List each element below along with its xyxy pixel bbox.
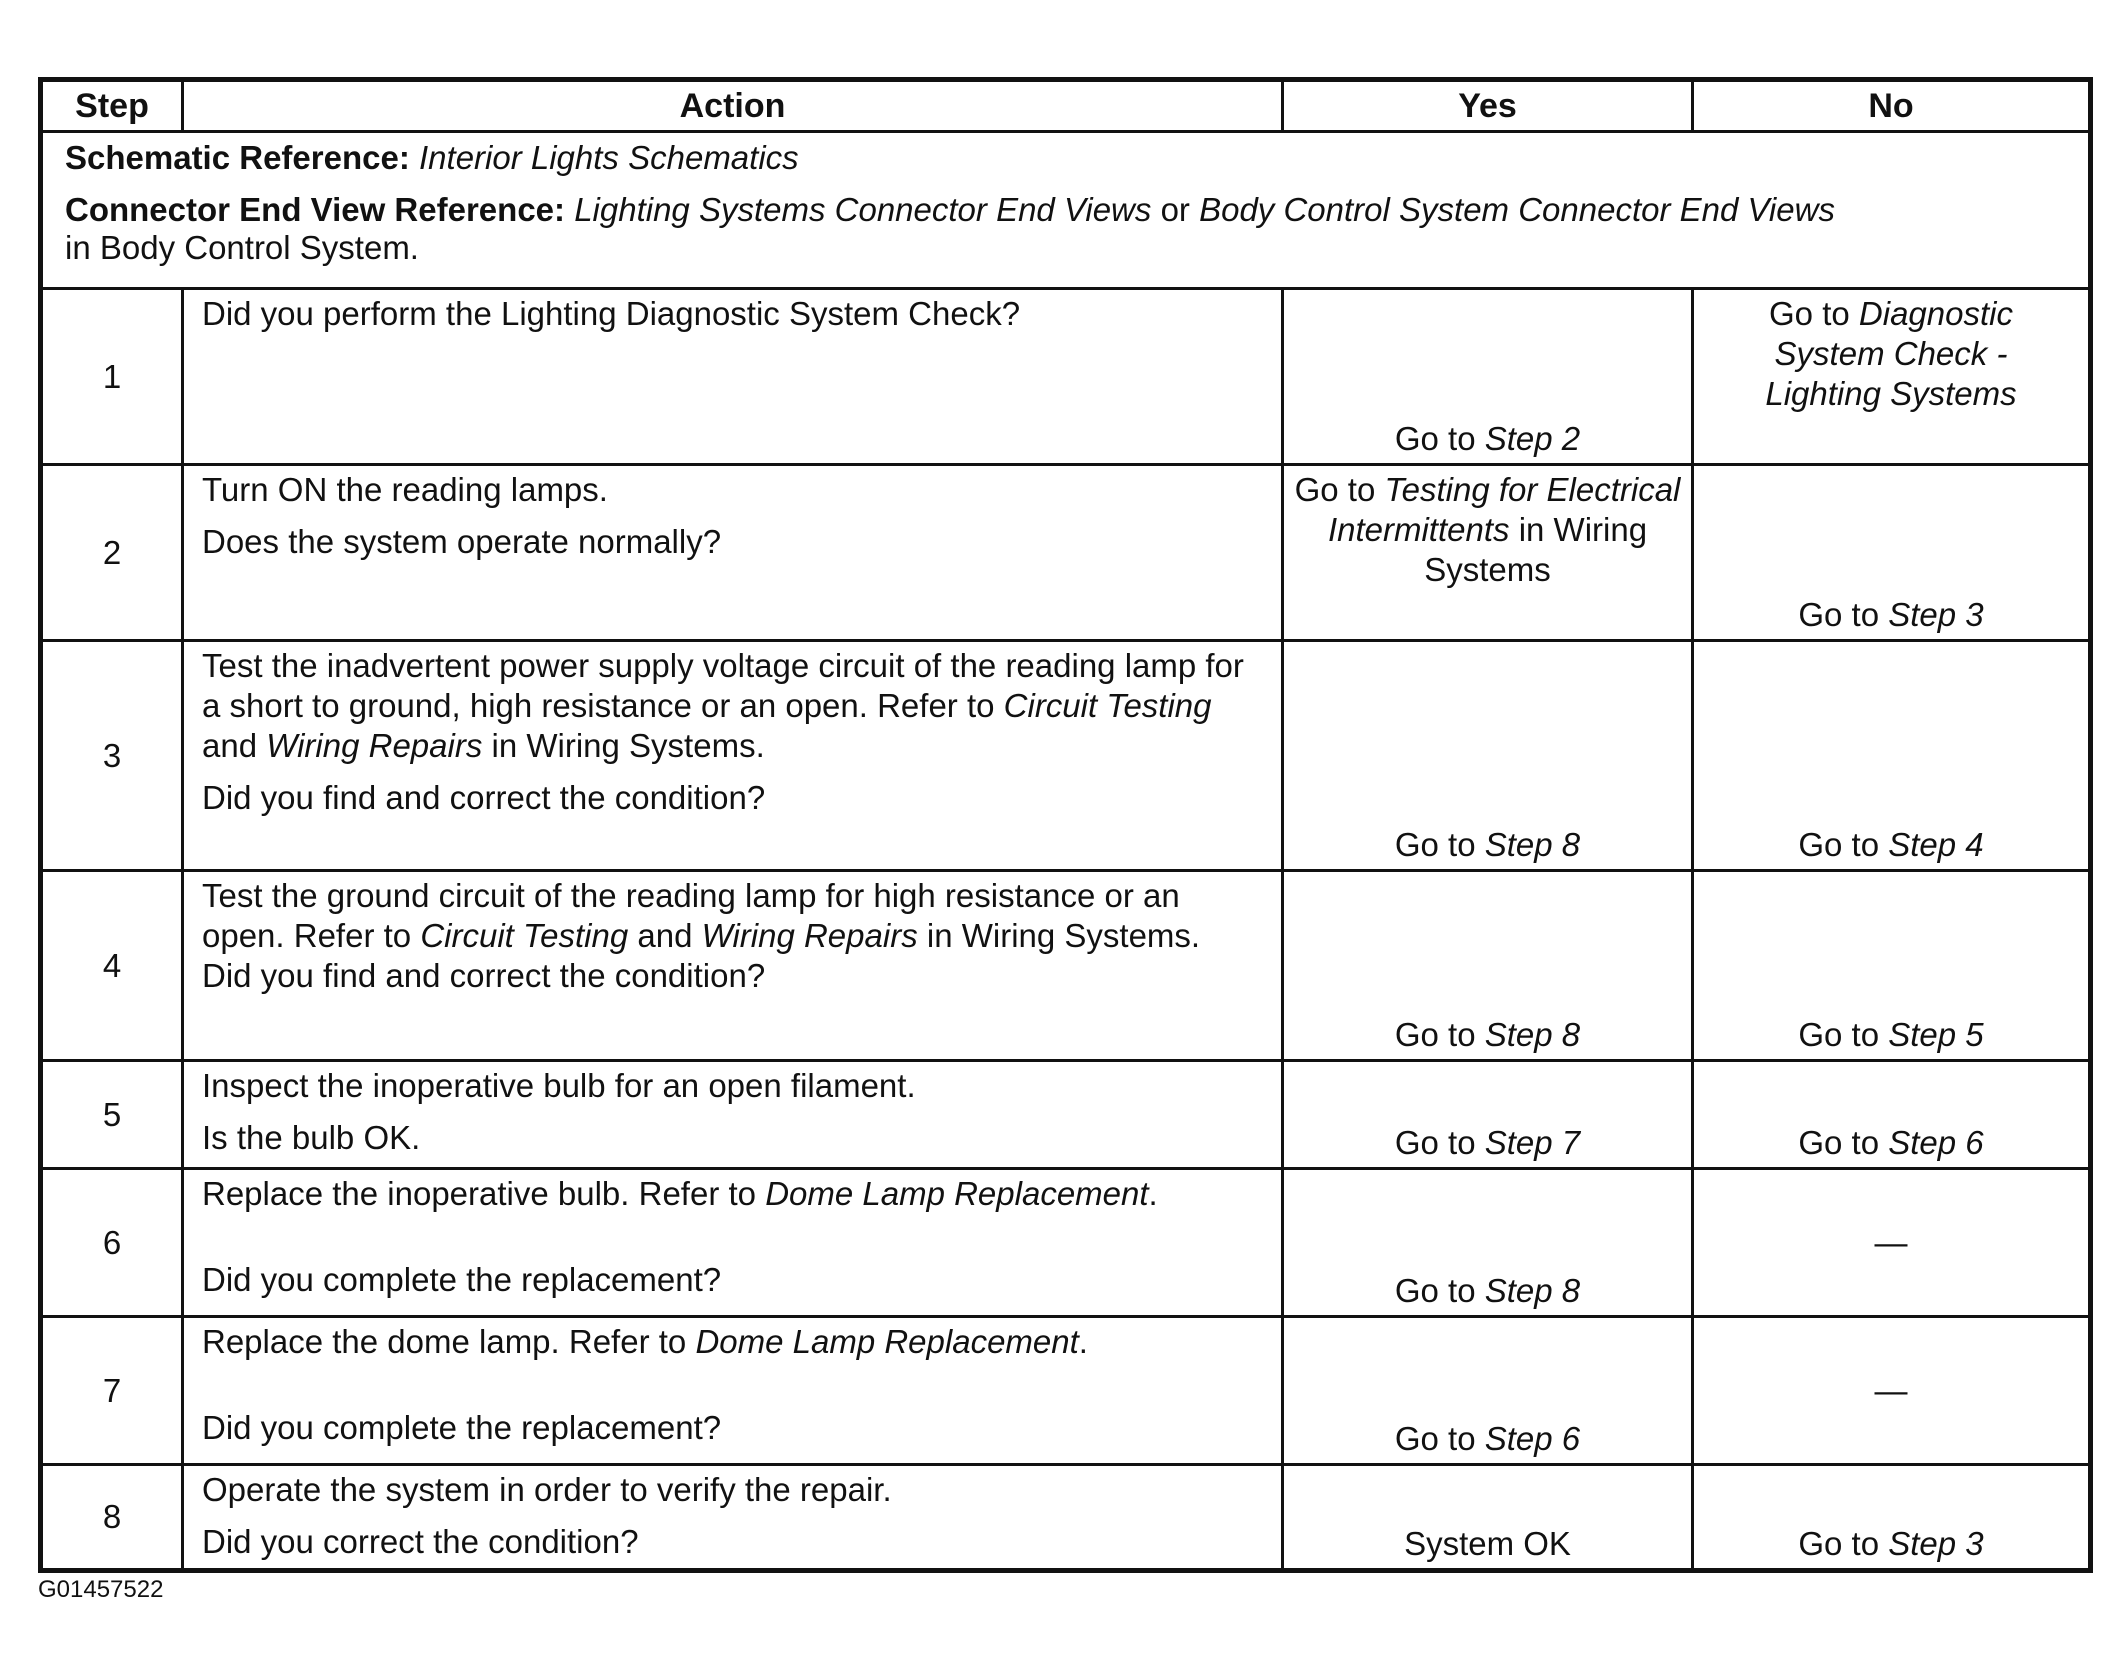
no-prefix: Go to — [1769, 295, 1850, 332]
yes-answer — [1284, 825, 1691, 865]
no-answer — [1694, 825, 2088, 865]
action-cell — [183, 1465, 1283, 1571]
action-question: Did you find and correct the condition? — [202, 779, 766, 816]
no-cell — [1693, 1317, 2091, 1465]
step-number: 6 — [41, 1169, 183, 1317]
action-cell — [183, 1061, 1283, 1169]
yes-prefix: Go to — [1394, 420, 1476, 457]
no-answer — [1694, 1015, 2088, 1055]
action-text — [202, 646, 1263, 766]
yes-target: Step 8 — [1484, 1272, 1581, 1309]
step-number: 2 — [41, 465, 183, 641]
header-row — [41, 80, 2091, 132]
connector-reference-suffix: in Body Control System. — [65, 229, 419, 266]
action-cell — [183, 641, 1283, 871]
no-cell — [1693, 289, 2091, 465]
action-question: Did you complete the replacement? — [202, 1261, 722, 1298]
connector-reference — [65, 191, 1865, 267]
action-text — [202, 1322, 1263, 1362]
action-text-part: and — [637, 917, 693, 954]
header-no: No — [1693, 80, 2091, 132]
no-target: Step 6 — [1888, 1124, 1984, 1161]
schematic-reference-label: Schematic Reference: — [65, 139, 410, 176]
no-prefix: Go to — [1798, 1525, 1880, 1562]
yes-suffix: in Wiring Systems — [1424, 511, 1648, 588]
header-step: Step — [41, 80, 183, 132]
table-row — [41, 641, 2091, 871]
no-cell — [1693, 465, 2091, 641]
no-target: Diagnostic System Check - Lighting Systems — [1765, 295, 2017, 412]
yes-answer — [1284, 466, 1691, 590]
action-text-part: . — [1148, 1175, 1158, 1212]
yes-target: Step 8 — [1484, 1016, 1581, 1053]
yes-cell — [1283, 1317, 1693, 1465]
action-text: Turn ON the reading lamps. — [202, 471, 608, 508]
action-cell — [183, 871, 1283, 1061]
connector-reference-link-2: Body Control System Connector End Views — [1199, 191, 1835, 228]
action-cell — [183, 289, 1283, 465]
schematic-reference — [65, 139, 2066, 177]
yes-cell — [1283, 1465, 1693, 1571]
step-number: 4 — [41, 871, 183, 1061]
yes-target: Step 8 — [1484, 826, 1581, 863]
yes-cell — [1283, 1169, 1693, 1317]
action-question: Is the bulb OK. — [202, 1119, 421, 1156]
no-prefix: Go to — [1798, 826, 1880, 863]
step-number: 1 — [41, 289, 183, 465]
no-answer-dash: — — [1874, 1371, 1908, 1409]
no-target: Step 4 — [1888, 826, 1984, 863]
action-reference: Wiring Repairs — [701, 917, 918, 954]
yes-prefix: Go to — [1394, 1272, 1476, 1309]
action-text — [202, 1174, 1263, 1214]
action-cell — [183, 465, 1283, 641]
step-number: 5 — [41, 1061, 183, 1169]
no-target: Step 3 — [1888, 1525, 1984, 1562]
no-prefix: Go to — [1798, 1124, 1880, 1161]
action-text-part: and — [202, 727, 258, 764]
table-row — [41, 871, 2091, 1061]
header-yes: Yes — [1283, 80, 1693, 132]
no-answer — [1694, 290, 2088, 414]
no-answer-dash: — — [1874, 1223, 1908, 1261]
yes-answer — [1284, 419, 1691, 459]
yes-target: Step 7 — [1484, 1124, 1581, 1161]
action-text: Did you perform the Lighting Diagnostic System Check? — [202, 295, 1021, 332]
yes-answer: System OK — [1404, 1525, 1571, 1562]
yes-answer — [1284, 1015, 1691, 1055]
table-row — [41, 289, 2091, 465]
no-cell — [1693, 1061, 2091, 1169]
table-row — [41, 1169, 2091, 1317]
action-reference: Dome Lamp Replacement — [695, 1323, 1079, 1360]
no-target: Step 3 — [1888, 596, 1984, 633]
step-number: 3 — [41, 641, 183, 871]
reference-row — [41, 132, 2091, 289]
step-number: 8 — [41, 1465, 183, 1571]
table-row — [41, 1317, 2091, 1465]
yes-prefix: Go to — [1394, 826, 1476, 863]
yes-cell — [1283, 465, 1693, 641]
table-row — [41, 465, 2091, 641]
yes-target: Step 6 — [1484, 1420, 1581, 1457]
yes-cell — [1283, 1061, 1693, 1169]
no-cell — [1693, 641, 2091, 871]
yes-target: Step 2 — [1484, 420, 1581, 457]
yes-prefix: Go to — [1294, 471, 1376, 508]
action-reference: Circuit Testing — [1003, 687, 1212, 724]
action-question: Did you find and correct the condition? — [202, 957, 766, 994]
yes-prefix: Go to — [1394, 1124, 1476, 1161]
yes-target: Testing for Electrical Intermittents — [1327, 471, 1681, 548]
action-cell — [183, 1317, 1283, 1465]
action-text: Operate the system in order to verify the repair. — [202, 1471, 892, 1508]
action-text: Inspect the inoperative bulb for an open filament. — [202, 1067, 916, 1104]
yes-answer — [1284, 1123, 1691, 1163]
connector-reference-or: or — [1160, 191, 1190, 228]
table-row — [41, 1061, 2091, 1169]
action-text-part: in Wiring Systems. — [926, 917, 1201, 954]
action-question: Does the system operate normally? — [202, 523, 722, 560]
yes-answer — [1284, 1271, 1691, 1311]
no-answer — [1694, 1524, 2088, 1564]
action-text — [202, 876, 1263, 956]
no-answer — [1694, 595, 2088, 635]
no-cell — [1693, 871, 2091, 1061]
diagnostic-table — [38, 77, 2093, 1573]
no-prefix: Go to — [1798, 596, 1880, 633]
no-cell — [1693, 1465, 2091, 1571]
yes-cell — [1283, 289, 1693, 465]
action-question: Did you correct the condition? — [202, 1523, 639, 1560]
schematic-reference-link: Interior Lights Schematics — [419, 139, 799, 176]
action-text-part: Test the inadvertent power supply voltage circuit of the reading lamp for a short to ground, high resistance or an open. Refer to — [202, 647, 1244, 724]
action-reference: Wiring Repairs — [266, 727, 483, 764]
action-cell — [183, 1169, 1283, 1317]
action-question: Did you complete the replacement? — [202, 1409, 722, 1446]
figure-id: G01457522 — [38, 1576, 164, 1603]
reference-cell — [41, 132, 2091, 289]
action-text-part: Replace the dome lamp. Refer to — [202, 1323, 687, 1360]
step-number: 7 — [41, 1317, 183, 1465]
yes-prefix: Go to — [1394, 1016, 1476, 1053]
connector-reference-label: Connector End View Reference: — [65, 191, 566, 228]
no-prefix: Go to — [1798, 1016, 1880, 1053]
no-cell — [1693, 1169, 2091, 1317]
action-reference: Circuit Testing — [420, 917, 629, 954]
action-text-part: . — [1078, 1323, 1088, 1360]
yes-prefix: Go to — [1394, 1420, 1476, 1457]
action-text-part: Replace the inoperative bulb. Refer to — [202, 1175, 757, 1212]
yes-answer — [1284, 1419, 1691, 1459]
action-reference: Dome Lamp Replacement — [765, 1175, 1149, 1212]
table-row — [41, 1465, 2091, 1571]
header-action: Action — [183, 80, 1283, 132]
yes-cell — [1283, 641, 1693, 871]
no-target: Step 5 — [1888, 1016, 1984, 1053]
action-text-part: in Wiring Systems. — [491, 727, 765, 764]
no-answer — [1694, 1123, 2088, 1163]
connector-reference-link-1: Lighting Systems Connector End Views — [574, 191, 1152, 228]
action-text-part: Test the ground circuit of the reading lamp for high resistance or an open. Refer to — [202, 877, 1180, 954]
yes-cell — [1283, 871, 1693, 1061]
